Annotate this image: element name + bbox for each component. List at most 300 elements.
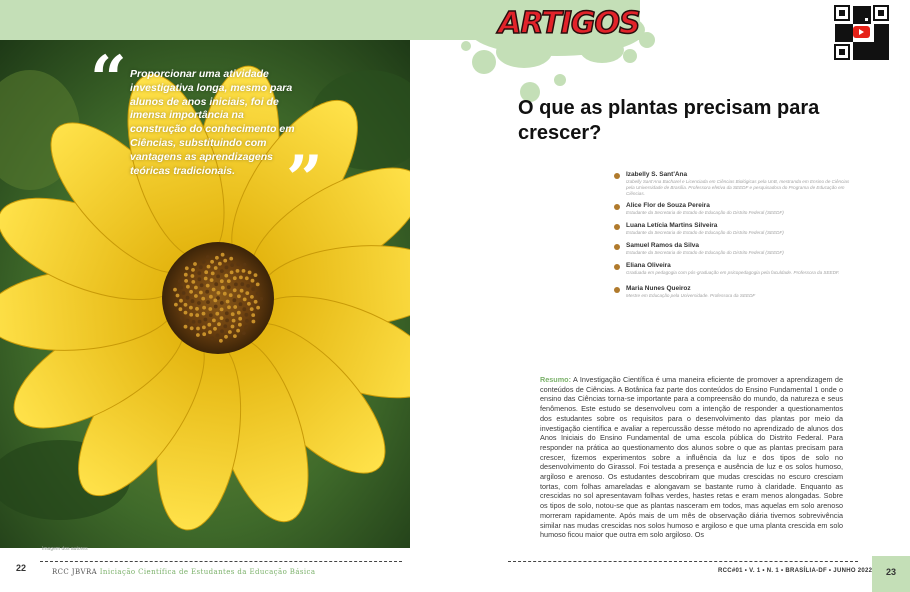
seed bbox=[206, 300, 210, 304]
seed bbox=[223, 292, 227, 296]
qr-module bbox=[886, 51, 889, 54]
seed bbox=[186, 285, 190, 289]
author-name: Izabelly S. Sant'Ana bbox=[626, 171, 688, 178]
author-bullet-icon bbox=[614, 264, 620, 270]
qr-module bbox=[838, 33, 841, 36]
qr-module bbox=[853, 9, 856, 12]
seed bbox=[212, 288, 216, 292]
seed bbox=[206, 284, 210, 288]
seed bbox=[231, 325, 235, 329]
qr-module bbox=[880, 48, 883, 51]
seed bbox=[220, 329, 224, 333]
seed bbox=[244, 325, 248, 329]
qr-module bbox=[841, 33, 844, 36]
author-name: Eliana Oliveira bbox=[626, 262, 671, 269]
seed bbox=[246, 284, 250, 288]
qr-module bbox=[862, 42, 865, 45]
seed bbox=[224, 335, 228, 339]
seed bbox=[208, 307, 212, 311]
page-number-right: 23 bbox=[872, 556, 910, 592]
qr-module bbox=[868, 6, 871, 9]
qr-module bbox=[853, 54, 856, 57]
seed bbox=[240, 289, 244, 293]
qr-module bbox=[853, 18, 856, 21]
seed bbox=[233, 276, 237, 280]
qr-module bbox=[850, 24, 853, 27]
qr-module bbox=[856, 21, 859, 24]
qr-module bbox=[883, 54, 886, 57]
seed bbox=[250, 307, 254, 311]
qr-module bbox=[853, 12, 856, 15]
qr-module bbox=[835, 24, 838, 27]
qr-module bbox=[868, 42, 871, 45]
qr-module bbox=[856, 42, 859, 45]
qr-module bbox=[868, 9, 871, 12]
seed bbox=[204, 277, 208, 281]
qr-module bbox=[850, 36, 853, 39]
seed bbox=[223, 259, 227, 263]
abstract-label: Resumo: bbox=[540, 375, 572, 384]
seed bbox=[214, 282, 218, 286]
seed bbox=[206, 255, 210, 259]
qr-module bbox=[859, 21, 862, 24]
author-bio: Graduada em pedagogia com pós-graduação em psicopedagogia pela faculdade. Professora da SEEDF. bbox=[626, 270, 840, 275]
seed bbox=[211, 272, 215, 276]
qr-module bbox=[844, 33, 847, 36]
qr-module bbox=[865, 48, 868, 51]
seed bbox=[179, 286, 183, 290]
seed bbox=[215, 312, 219, 316]
qr-module bbox=[847, 30, 850, 33]
qr-module bbox=[859, 54, 862, 57]
seed bbox=[245, 313, 249, 317]
qr-module bbox=[874, 54, 877, 57]
qr-module bbox=[859, 48, 862, 51]
seed bbox=[227, 285, 231, 289]
seed bbox=[208, 330, 212, 334]
abstract-text: A Investigação Científica é uma maneira eficiente de promover a aprendizagem de conteúdos de Ciências. A Botânica faz parte dos conteúdos do Ensino Fundamental 1 onde o ensino das Ciências torna-se importante para a compreensão do mundo, da natureza e seus fenômenos. Este estudo se desenvolveu com a intenção de responder a questionamentos dos estudantes sobre os requisitos para o desenvolvimento das plantas por meio da investigação científica e avaliar a repercussão desse método no aprendizado de alunos dos Anos Iniciais do Ensino Fundamental de uma escola pública do Distrito Federal. Para responder na prática ao questionamento dos alunos sobre o que as plantas precisam para crescer, fizemos experimentos sobre a influência da luz e dos tipos de solo no desenvolvimento do Girassol. Foi testada a presença e ausência de luz e os solos humoso, argiloso e arenoso. Os estudantes descobriram que mudas crescidas no escuro cresciam tortas, com folhas amareladas e alongavam se bastante rumo à claridade. Enquanto as crescidas no sol apresentavam folhas verdes, hastes retas e eram menos alongadas. Sobre os tipos de solo, notou-se que as plantas nasceram em todos, mas aquelas em solo arenoso morreram rapidamente. Após mais de um mês de observação diária tivemos sobrevivência similar nas mudas crescidas nos solos humoso e argiloso e que uma planta crescida em solo humoso ficou maior que outra em solo argiloso. Os bbox=[540, 375, 843, 540]
seed bbox=[243, 263, 247, 267]
seed bbox=[234, 283, 238, 287]
qr-module bbox=[868, 45, 871, 48]
seed bbox=[256, 306, 260, 310]
seed bbox=[198, 277, 202, 281]
qr-module bbox=[838, 30, 841, 33]
qr-module bbox=[868, 57, 871, 60]
author-entry bbox=[612, 241, 852, 256]
qr-module bbox=[874, 42, 877, 45]
author-entry bbox=[612, 221, 852, 236]
seed bbox=[190, 326, 194, 330]
issue-info: RCC#01 • V. 1 • N. 1 • BRASÍLIA-DF • JUNHO 2022 bbox=[718, 568, 873, 574]
journal-abbrev: RCC JBVRA bbox=[52, 568, 98, 576]
qr-module bbox=[856, 15, 859, 18]
qr-module bbox=[856, 51, 859, 54]
qr-module bbox=[883, 33, 886, 36]
seed bbox=[248, 271, 252, 275]
seed bbox=[197, 301, 201, 305]
seed bbox=[202, 306, 206, 310]
qr-module bbox=[835, 33, 838, 36]
qr-module bbox=[862, 48, 865, 51]
seed bbox=[189, 306, 193, 310]
seed bbox=[184, 311, 188, 315]
qr-module bbox=[841, 30, 844, 33]
qr-module bbox=[874, 30, 877, 33]
qr-module bbox=[886, 48, 889, 51]
qr-module bbox=[880, 54, 883, 57]
seed bbox=[223, 324, 227, 328]
seed bbox=[254, 300, 258, 304]
qr-module bbox=[856, 9, 859, 12]
seed bbox=[226, 300, 230, 304]
qr-module bbox=[871, 48, 874, 51]
seed bbox=[251, 313, 255, 317]
seed bbox=[242, 331, 246, 335]
qr-module bbox=[862, 9, 865, 12]
qr-module bbox=[883, 57, 886, 60]
seed bbox=[240, 282, 244, 286]
qr-module bbox=[850, 27, 853, 30]
seed bbox=[227, 279, 231, 283]
journal-name bbox=[52, 568, 315, 576]
qr-module bbox=[871, 45, 874, 48]
qr-module bbox=[865, 51, 868, 54]
seed bbox=[198, 320, 202, 324]
author-bio: Estudante da Secretaria de Estado de Educação do Distrito Federal (SEEDF) bbox=[626, 230, 784, 235]
qr-module bbox=[886, 24, 889, 27]
seed bbox=[221, 253, 225, 257]
seed bbox=[193, 262, 197, 266]
seed bbox=[220, 279, 224, 283]
seed bbox=[194, 294, 198, 298]
qr-module bbox=[862, 54, 865, 57]
seed bbox=[256, 292, 260, 296]
seed bbox=[204, 318, 208, 322]
seed bbox=[236, 329, 240, 333]
qr-module bbox=[886, 36, 889, 39]
seed bbox=[238, 323, 242, 327]
author-bio: Izabelly Sant'Ana Bacharel e Licenciada em Ciências Biológicas pela UnB, mestranda em Ensino de Ciências pela Universidade de Brasília. Professora efetiva da SEEDF e pesquisadora do Programa de Educação em Ciências. bbox=[626, 179, 850, 196]
qr-module bbox=[877, 48, 880, 51]
qr-module bbox=[886, 27, 889, 30]
qr-module bbox=[880, 39, 883, 42]
qr-module bbox=[877, 39, 880, 42]
seed bbox=[212, 319, 216, 323]
qr-module bbox=[853, 57, 856, 60]
pull-quote: Proporcionar uma atividade investigativa longa, mesmo para alunos de anos iniciais, foi de imensa importância na construção do conhecimento em Ciências, substituindo com vantagens as aprendizagens teóricas tradicionais. bbox=[130, 68, 295, 177]
seed bbox=[227, 305, 231, 309]
seed bbox=[228, 330, 232, 334]
seed bbox=[224, 274, 228, 278]
qr-module bbox=[868, 48, 871, 51]
seed bbox=[236, 262, 240, 266]
qr-module bbox=[838, 36, 841, 39]
seed bbox=[209, 313, 213, 317]
seed bbox=[186, 296, 190, 300]
qr-module bbox=[856, 57, 859, 60]
seed bbox=[184, 303, 188, 307]
qr-module bbox=[853, 21, 856, 24]
seed bbox=[182, 291, 186, 295]
seed bbox=[225, 319, 229, 323]
qr-module bbox=[880, 57, 883, 60]
qr-module bbox=[844, 27, 847, 30]
seed bbox=[229, 257, 233, 261]
qr-module bbox=[835, 27, 838, 30]
seed bbox=[233, 298, 237, 302]
qr-module bbox=[868, 21, 871, 24]
qr-module bbox=[850, 39, 853, 42]
qr-module bbox=[880, 45, 883, 48]
qr-module bbox=[865, 42, 868, 45]
seed bbox=[207, 323, 211, 327]
qr-module bbox=[865, 15, 868, 18]
qr-module bbox=[853, 6, 856, 9]
qr-module bbox=[871, 57, 874, 60]
seed bbox=[230, 263, 234, 267]
qr-module bbox=[865, 21, 868, 24]
seed bbox=[176, 294, 180, 298]
author-name: Luana Letícia Martins Silveira bbox=[626, 222, 718, 229]
seed bbox=[210, 337, 214, 341]
qr-module bbox=[883, 36, 886, 39]
qr-module bbox=[850, 33, 853, 36]
qr-module bbox=[883, 51, 886, 54]
qr-module bbox=[874, 39, 877, 42]
qr-module bbox=[865, 57, 868, 60]
seed bbox=[221, 286, 225, 290]
qr-module bbox=[835, 30, 838, 33]
qr-module bbox=[886, 39, 889, 42]
qr-module bbox=[886, 45, 889, 48]
qr-module bbox=[856, 18, 859, 21]
qr-module bbox=[880, 24, 883, 27]
seed bbox=[196, 333, 200, 337]
qr-module bbox=[880, 51, 883, 54]
qr-module bbox=[874, 57, 877, 60]
seed bbox=[259, 297, 263, 301]
seed bbox=[185, 266, 189, 270]
seed bbox=[204, 270, 208, 274]
footer-rule-right bbox=[508, 561, 858, 562]
qr-module bbox=[838, 39, 841, 42]
seed bbox=[231, 312, 235, 316]
qr-module bbox=[880, 27, 883, 30]
seed bbox=[252, 320, 256, 324]
seed bbox=[225, 311, 229, 315]
seed bbox=[225, 266, 229, 270]
seed bbox=[202, 326, 206, 330]
qr-module bbox=[868, 54, 871, 57]
qr-module bbox=[880, 33, 883, 36]
qr-module bbox=[844, 24, 847, 27]
seed bbox=[180, 316, 184, 320]
qr-module bbox=[862, 45, 865, 48]
qr-module bbox=[859, 9, 862, 12]
seed bbox=[189, 313, 193, 317]
seed bbox=[202, 332, 206, 336]
qr-module bbox=[865, 9, 868, 12]
seed bbox=[189, 290, 193, 294]
qr-module bbox=[835, 36, 838, 39]
qr-module bbox=[856, 54, 859, 57]
author-bullet-icon bbox=[614, 244, 620, 250]
qr-module bbox=[874, 33, 877, 36]
seed bbox=[195, 307, 199, 311]
seed bbox=[232, 319, 236, 323]
youtube-play-icon bbox=[853, 26, 870, 38]
qr-module bbox=[868, 18, 871, 21]
qr-module bbox=[847, 24, 850, 27]
seed bbox=[250, 295, 254, 299]
seed bbox=[205, 290, 209, 294]
seed bbox=[191, 280, 195, 284]
qr-module bbox=[880, 30, 883, 33]
author-bullet-icon bbox=[614, 173, 620, 179]
qr-module bbox=[841, 39, 844, 42]
qr-module bbox=[859, 15, 862, 18]
qr-module bbox=[859, 51, 862, 54]
seed bbox=[220, 269, 224, 273]
author-name: Samuel Ramos da Silva bbox=[626, 242, 699, 249]
qr-code-icon[interactable] bbox=[834, 5, 889, 60]
author-bullet-icon bbox=[614, 224, 620, 230]
section-title: ARTIGOS bbox=[498, 6, 640, 41]
qr-module bbox=[844, 30, 847, 33]
seed bbox=[199, 265, 203, 269]
qr-module bbox=[880, 42, 883, 45]
seed bbox=[230, 271, 234, 275]
author-name: Alice Flor de Souza Pereira bbox=[626, 202, 710, 209]
seed bbox=[214, 305, 218, 309]
seed bbox=[179, 307, 183, 311]
qr-module bbox=[838, 27, 841, 30]
qr-module bbox=[862, 12, 865, 15]
author-bullet-icon bbox=[614, 204, 620, 210]
author-list bbox=[612, 170, 852, 299]
seed bbox=[237, 311, 241, 315]
seed bbox=[247, 302, 251, 306]
seed bbox=[213, 327, 217, 331]
qr-module bbox=[859, 57, 862, 60]
qr-module bbox=[886, 30, 889, 33]
seed bbox=[218, 262, 222, 266]
seed bbox=[201, 297, 205, 301]
qr-module bbox=[862, 57, 865, 60]
seed bbox=[254, 273, 258, 277]
seed bbox=[236, 269, 240, 273]
qr-module bbox=[877, 33, 880, 36]
journal-full-name: Iniciação Científica de Estudantes da Educação Básica bbox=[97, 568, 316, 576]
qr-module bbox=[859, 42, 862, 45]
seed bbox=[209, 295, 213, 299]
seed bbox=[213, 299, 217, 303]
seed bbox=[220, 308, 224, 312]
qr-module bbox=[874, 48, 877, 51]
qr-module bbox=[859, 18, 862, 21]
seed bbox=[196, 327, 200, 331]
qr-module bbox=[877, 27, 880, 30]
seed bbox=[237, 294, 241, 298]
qr-module bbox=[886, 42, 889, 45]
seed bbox=[216, 275, 220, 279]
seed bbox=[191, 299, 195, 303]
quote-open-mark: “ bbox=[90, 42, 127, 117]
seed bbox=[186, 319, 190, 323]
author-entry bbox=[612, 201, 852, 216]
qr-module bbox=[856, 48, 859, 51]
author-name: Maria Nunes Queiroz bbox=[626, 285, 691, 292]
qr-module bbox=[886, 33, 889, 36]
qr-module bbox=[847, 36, 850, 39]
qr-module bbox=[859, 12, 862, 15]
seed bbox=[251, 287, 255, 291]
qr-module bbox=[859, 45, 862, 48]
seed bbox=[245, 319, 249, 323]
seed bbox=[243, 298, 247, 302]
seed bbox=[239, 302, 243, 306]
seed bbox=[256, 283, 260, 287]
qr-module bbox=[853, 45, 856, 48]
author-bio: Estudante da Secretaria de Estado de Educação do Distrito Federal (SEEDF) bbox=[626, 210, 784, 215]
qr-module bbox=[877, 57, 880, 60]
seed bbox=[215, 256, 219, 260]
seed bbox=[202, 260, 206, 264]
qr-module bbox=[838, 24, 841, 27]
seed bbox=[245, 291, 249, 295]
qr-module bbox=[847, 27, 850, 30]
qr-module bbox=[871, 42, 874, 45]
seed bbox=[220, 301, 224, 305]
qr-module bbox=[877, 54, 880, 57]
qr-module bbox=[865, 12, 868, 15]
qr-module bbox=[877, 45, 880, 48]
seed bbox=[217, 291, 221, 295]
abstract bbox=[540, 375, 843, 547]
seed bbox=[200, 283, 204, 287]
photo-credit: Imagem dos autores bbox=[42, 546, 88, 552]
qr-module bbox=[865, 54, 868, 57]
qr-module bbox=[874, 51, 877, 54]
page-number-left: 22 bbox=[15, 563, 26, 573]
seed bbox=[184, 279, 188, 283]
qr-module bbox=[868, 51, 871, 54]
quote-close-mark: ” bbox=[286, 142, 323, 217]
qr-module bbox=[883, 27, 886, 30]
qr-module bbox=[847, 33, 850, 36]
qr-module bbox=[841, 24, 844, 27]
qr-module bbox=[877, 24, 880, 27]
qr-module bbox=[850, 30, 853, 33]
qr-module bbox=[844, 36, 847, 39]
qr-module bbox=[871, 51, 874, 54]
qr-module bbox=[865, 45, 868, 48]
qr-module bbox=[874, 24, 877, 27]
footer-rule-left bbox=[40, 561, 402, 562]
qr-module bbox=[874, 27, 877, 30]
qr-module bbox=[877, 42, 880, 45]
qr-module bbox=[886, 57, 889, 60]
qr-module bbox=[853, 48, 856, 51]
seed bbox=[178, 279, 182, 283]
qr-module bbox=[883, 39, 886, 42]
qr-module bbox=[841, 27, 844, 30]
qr-module bbox=[853, 15, 856, 18]
qr-module bbox=[835, 39, 838, 42]
seed bbox=[220, 316, 224, 320]
seed bbox=[174, 303, 178, 307]
